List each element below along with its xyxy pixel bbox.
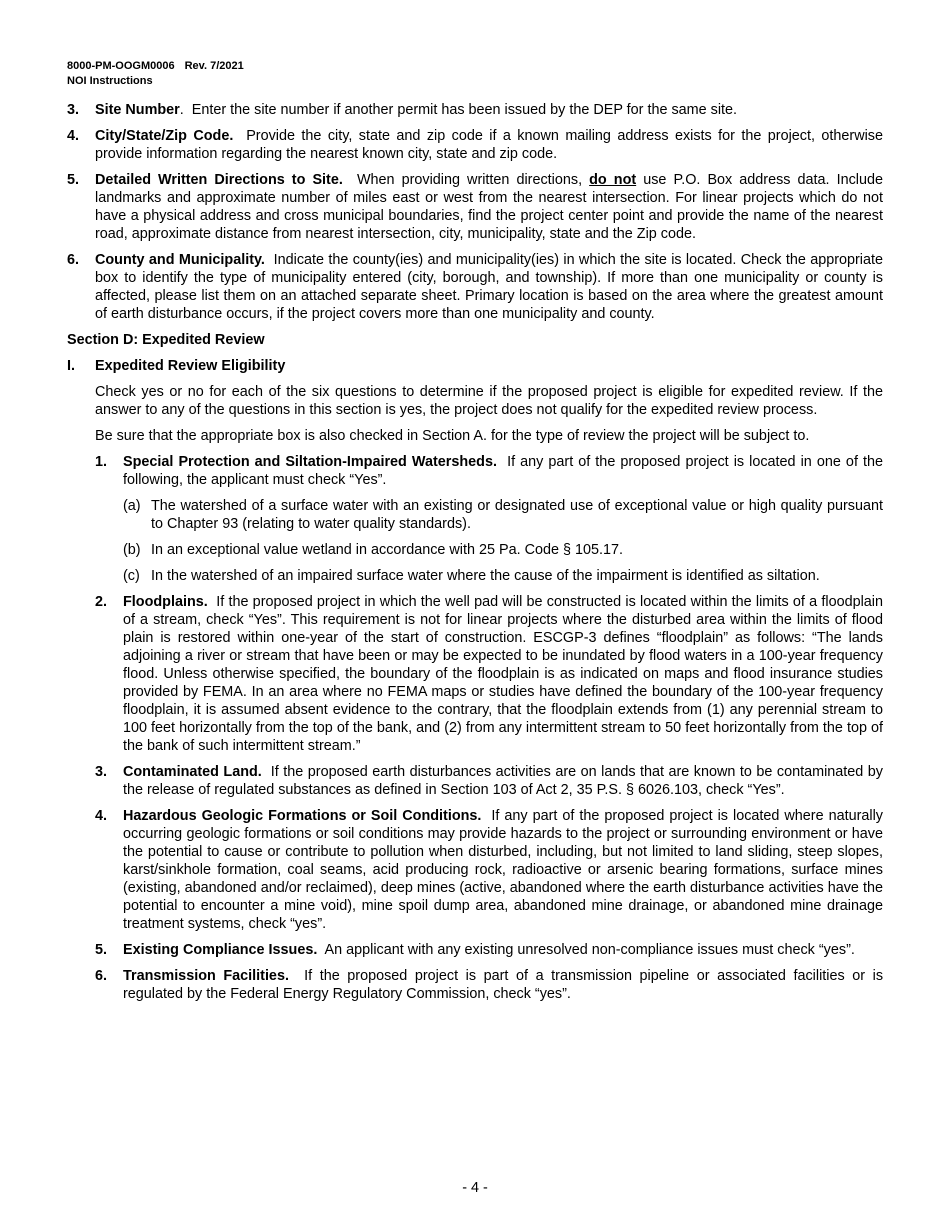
question-text: An applicant with any existing unresolved non-compliance issues must check “yes”. — [324, 942, 855, 958]
question-number: 6. — [95, 968, 108, 984]
question-number: 4. — [95, 808, 108, 824]
question-number: 1. — [95, 454, 108, 470]
item-number: 6. — [67, 252, 80, 268]
question-item — [95, 593, 883, 755]
item-text: Provide the city, state and zip code if a known mailing address exists for the project, otherwise provide information regarding the nearest known city, state and zip code. — [95, 128, 883, 162]
question-item — [95, 807, 883, 933]
sub-item-text: In an exceptional value wetland in accordance with 25 Pa. Code § 105.17. — [151, 542, 624, 558]
list-item — [67, 171, 883, 243]
paragraph: Check yes or no for each of the six questions to determine if the proposed project is eligible for expedited review. If the answer to any of the questions in this section is yes, the project does not qualify for the expedited review process. — [95, 384, 883, 418]
question-title: Existing Compliance Issues. — [123, 942, 318, 958]
header-subtitle: NOI Instructions — [67, 75, 153, 87]
item-text: When providing written directions, — [356, 172, 590, 188]
question-number: 2. — [95, 594, 108, 610]
paragraph: Be sure that the appropriate box is also checked in Section A. for the type of review the project will be subject to. — [95, 428, 810, 444]
sub-item-label: (b) — [123, 542, 141, 558]
question-text: If any part of the proposed project is located where naturally occurring geologic formations or soil conditions may provide hazards to the project or surrounding environment or have the potential to cause or contribute to pollution when disturbed, including, but not limited to land sliding, steep slopes, karst/sinkhole formation, coal seams, acid producing rock, radioactive or arsenic bearing formations, surface mines (existing, abandoned and/or reclaimed), deep mines (active, abandoned where the earth disturbance activities have the potential to encounter a mine void), mine spoil dump area, abandoned mine drainage, or abandoned mine drainage treatment systems, check “yes”. — [123, 808, 883, 932]
question-item — [95, 941, 883, 959]
list-item — [67, 251, 883, 323]
question-item — [95, 763, 883, 799]
question-title: Transmission Facilities. — [123, 968, 289, 984]
section-heading: Section D: Expedited Review — [67, 332, 265, 348]
item-title: County and Municipality. — [95, 252, 265, 268]
item-number: 4. — [67, 128, 80, 144]
question-title: Hazardous Geologic Formations or Soil Conditions. — [123, 808, 482, 824]
item-text: use P.O. Box address data. Include landmarks and approximate number of miles east or west from the nearest intersection. For linear projects which do not have a physical address and cross municipal boundaries, find the project center point and provide the name of the nearest road, approximate distance from nearest intersection, city, municipality, state and the Zip code. — [95, 172, 884, 242]
document-body — [67, 101, 883, 1011]
item-text: Enter the site number if another permit has been issued by the DEP for the same site. — [191, 102, 738, 118]
sub-item-text: In the watershed of an impaired surface water where the cause of the impairment is identified as siltation. — [151, 568, 820, 584]
question-number: 5. — [95, 942, 108, 958]
subsection-heading: I. Expedited Review Eligibility — [67, 358, 286, 374]
item-text: Indicate the county(ies) and municipality(ies) in which the site is located. Check the appropriate box to identify the type of municipality entered (city, borough, and township). If more than one municipality or county is affected, please list them on an attached separate sheet. Primary location is based on the area where the greatest amount of earth disturbance occurs, if the project covers more than one municipality and county. — [95, 252, 883, 322]
item-title: City/State/Zip Code. — [95, 128, 234, 144]
sub-item-label: (a) — [123, 498, 141, 514]
page-number: - 4 - — [462, 1180, 488, 1196]
question-title: Floodplains. — [123, 594, 208, 610]
question-list — [67, 453, 883, 1003]
form-id: 8000-PM-OOGM0006 — [67, 60, 175, 72]
item-title: Site Number — [95, 102, 180, 118]
question-text: If the proposed project is part of a transmission pipeline or associated facilities or is regulated by the Federal Energy Regulatory Commission, check “yes”. — [123, 968, 884, 1002]
question-title: Contaminated Land. — [123, 764, 262, 780]
sub-item — [123, 567, 883, 585]
question-item — [95, 453, 883, 489]
emphasis-text: do not — [589, 172, 637, 188]
list-item: 3. Site Number. Enter the site number if another permit has been issued by the DEP for the same site. — [67, 102, 738, 118]
question-item — [95, 967, 883, 1003]
item-number: 3. — [67, 102, 80, 118]
question-text: If any part of the proposed project is located in one of the following, the applicant must check “Yes”. — [123, 454, 884, 488]
question-number: 3. — [95, 764, 108, 780]
sub-item-text: The watershed of a surface water with an existing or designated use of exceptional value or high quality pursuant to Chapter 93 (relating to water quality standards). — [151, 498, 883, 532]
sub-item — [123, 541, 883, 559]
item-title: Detailed Written Directions to Site. — [95, 172, 343, 188]
document-header — [67, 59, 244, 89]
question-text: If the proposed project in which the well pad will be constructed is located within the limits of a floodplain of a stream, check “Yes”. This requirement is not for linear projects where the disturbed area within the limits of flood plain is restored within one-year of the start of construction. ESCGP-3 defines “floodplain” as follows: “The lands adjoining a river or stream that have been or may be expected to be inundated by flood waters in a 100-year frequency flood. Unless otherwise specified, the boundary of the floodplain is as indicated on maps and flood insurance studies provided by FEMA. In an area where no FEMA maps or studies have defined the boundary of the 100-year frequency floodplain, it is assumed absent evidence to the contrary, that the floodplain extends from (1) any perennial stream to 100 feet horizontally from the top of the bank, and (2) from any intermittent stream to 50 feet horizontally from the top of the bank of such intermittent stream.” — [123, 594, 883, 754]
sub-item — [123, 497, 883, 533]
question-title: Special Protection and Siltation-Impaired Watersheds. — [123, 454, 497, 470]
sub-item-list — [95, 497, 883, 585]
question-text: If the proposed earth disturbances activities are on lands that are known to be contaminated by the release of regulated substances as defined in Section 103 of Act 2, 35 P.S. § 6026.103, check “Yes”. — [123, 764, 883, 798]
list-item — [67, 127, 883, 163]
item-number: 5. — [67, 172, 80, 188]
revision: Rev. 7/2021 — [184, 60, 244, 72]
sub-item-label: (c) — [123, 568, 140, 584]
